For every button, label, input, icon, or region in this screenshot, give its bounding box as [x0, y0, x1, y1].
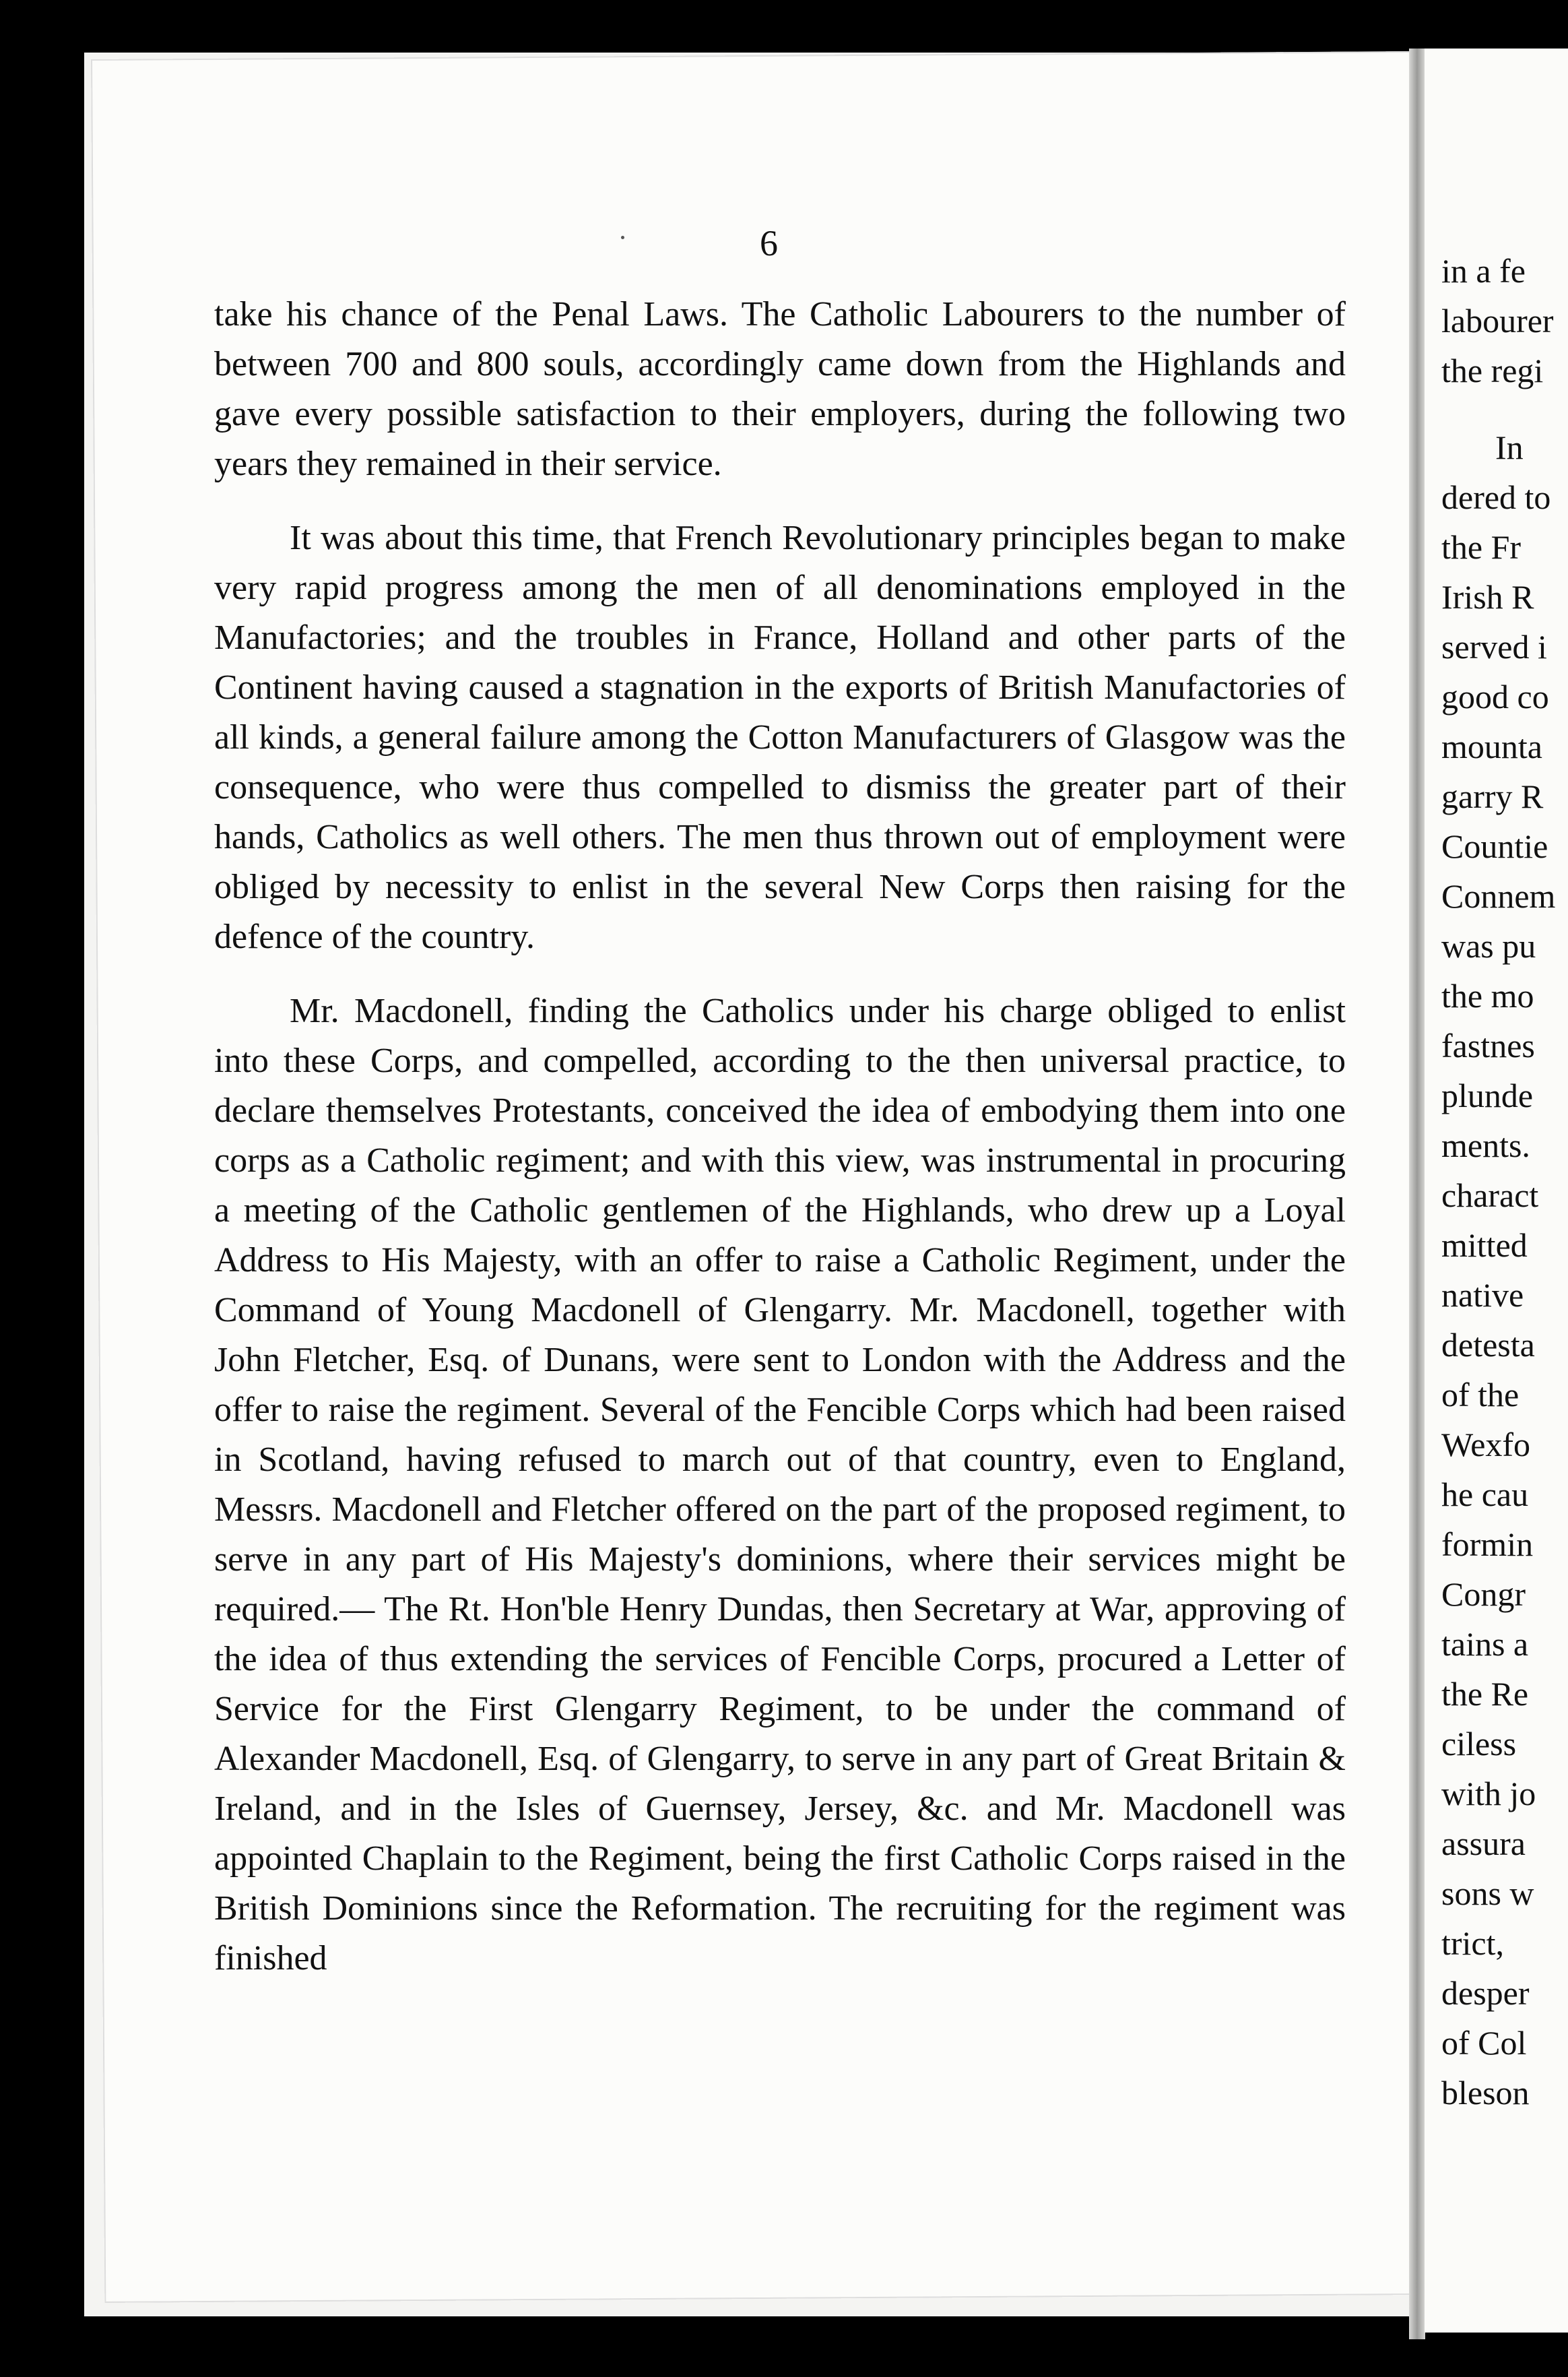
facing-line: served i [1441, 628, 1547, 666]
paragraph-2: It was about this time, that French Revolutionary principles began to make very rapid progress among the men of all denominations employed in the Manufactories; and the troubles in France, Holland and other parts of the Continent having caused a stagnation in the exports of British Manufactories of all kinds, a general failure among the Cotton Manufacturers of Glasgow was the consequence, who were thus compelled to dismiss the greater part of their hands, Catholics as well others. The men thus thrown out of employment were obliged by necessity to enlist in the several New Corps then raising for the defence of the country. [214, 519, 1346, 956]
facing-line: he cau [1441, 1476, 1529, 1513]
facing-line: was pu [1441, 927, 1536, 965]
facing-line: In [1495, 429, 1524, 466]
paragraph-1: take his chance of the Penal Laws. The Catholic Labourers to the number of between 700 and 800 souls, accordingly came down from the Highlands and gave every possible satisfaction to their employers, during the following two years they remained in their service. [214, 295, 1346, 483]
facing-line: bleson [1441, 2074, 1530, 2112]
facing-line: the Re [1441, 1675, 1529, 1713]
facing-line: detesta [1441, 1326, 1535, 1364]
facing-line: plunde [1441, 1077, 1534, 1114]
body-text [214, 290, 1346, 2008]
facing-line: good co [1441, 678, 1549, 716]
facing-line: Congr [1441, 1575, 1526, 1613]
facing-line: the regi [1441, 352, 1544, 389]
facing-line: mounta [1441, 728, 1542, 765]
facing-line: in a fe [1441, 252, 1526, 290]
facing-line: Countie [1441, 827, 1548, 865]
facing-line: desper [1441, 1974, 1530, 2012]
facing-line: dered to [1441, 478, 1551, 516]
paragraph-3: Mr. Macdonell, finding the Catholics under his charge obliged to enlist into these Corps, and compelled, according to the then universal practice, to declare themselves Protestants, conceived the idea of embodying them into one corps as a Catholic regiment; and with this view, was instrumental in procuring a meeting of the Catholic gentlemen of the Highlands, who drew up a Loyal Address to His Majesty, with an offer to raise a Catholic Regiment, under the Command of Young Macdonell of Glengarry. Mr. Macdonell, together with John Fletcher, Esq. of Dunans, were sent to London with the Address and the offer to raise the regiment. Several of the Fencible Corps which had been raised in Scotland, having refused to march out of that country, even to England, Messrs. Macdonell and Fletcher offered on the part of the proposed regiment, to serve in any part of His Majesty's dominions, where their services might be required.— The Rt. Hon'ble Henry Dundas, then Secretary at War, approving of the idea of thus extending the services of Fencible Corps, procured a Letter of Service for the First Glengarry Regiment, to be under the command of Alexander Macdonell, Esq. of Glengarry, to serve in any part of Great Britain & Ireland, and in the Isles of Guernsey, Jersey, &c. and Mr. Macdonell was appointed Chaplain to the Regiment, being the first Catholic Corps raised in the British Dominions since the Reformation. The recruiting for the regiment was finished [214, 992, 1346, 1977]
facing-line: the mo [1441, 977, 1534, 1015]
facing-line: ciless [1441, 1725, 1517, 1763]
facing-line: garry R [1441, 778, 1544, 815]
facing-line: of Col [1441, 2024, 1527, 2062]
facing-line: Wexfo [1441, 1426, 1531, 1463]
facing-line: the Fr [1441, 528, 1522, 566]
facing-page-text [1441, 246, 1555, 2118]
facing-line: with jo [1441, 1775, 1536, 1812]
facing-gap [1441, 395, 1555, 422]
scan-speck [621, 236, 624, 239]
facing-line: native [1441, 1276, 1524, 1314]
facing-line: formin [1441, 1525, 1534, 1563]
facing-line: mitted [1441, 1226, 1528, 1264]
facing-line: fastnes [1441, 1027, 1535, 1065]
facing-line: Irish R [1441, 578, 1534, 616]
facing-line: assura [1441, 1825, 1526, 1862]
facing-line: charact [1441, 1176, 1539, 1214]
facing-line: labourer [1441, 302, 1554, 340]
facing-line: Connem [1441, 877, 1556, 915]
facing-line: trict, [1441, 1924, 1505, 1962]
page-number: 6 [760, 223, 778, 263]
facing-line: tains a [1441, 1625, 1529, 1663]
book-gutter [1409, 49, 1425, 2339]
facing-line: ments. [1441, 1127, 1530, 1164]
facing-line: sons w [1441, 1874, 1534, 1912]
facing-line: of the [1441, 1376, 1520, 1414]
